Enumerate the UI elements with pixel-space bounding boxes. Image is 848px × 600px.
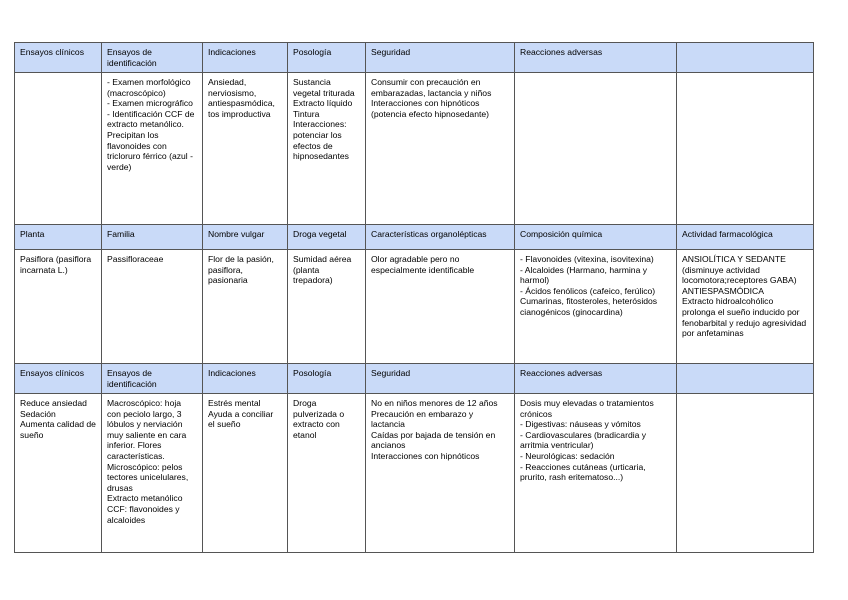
cell-posologia — [288, 394, 366, 553]
cell-reacciones-adversas — [515, 73, 677, 225]
cell-line: - Digestivas: náuseas y vómitos — [520, 419, 641, 430]
cell-line: Interacciones con hipnóticos (potencia efecto hipnosedante) — [371, 98, 490, 119]
data-row-4 — [15, 394, 814, 553]
header-cell: Ensayos clínicos — [15, 43, 102, 73]
cell-line: Passifloraceae — [107, 254, 164, 264]
cell-ensayos-identificacion — [102, 394, 203, 553]
cell-line: - Alcaloides (Harmano, harmina y harmol) — [520, 264, 648, 286]
cell-line: ANTIESPASMÓDICA — [682, 285, 764, 296]
cell-line: Olor agradable pero no especialmente identificable — [371, 254, 475, 275]
cell-line: Sedación — [20, 408, 56, 419]
cell-line: Dosis muy elevadas o tratamientos crónicos — [520, 398, 654, 419]
cell-line: Microscópico: pelos tectores unicelulares, drusas — [107, 461, 189, 493]
header-cell: Indicaciones — [203, 364, 288, 394]
cell-nombre-vulgar — [203, 250, 288, 364]
header-cell: Actividad farmacológica — [677, 225, 814, 250]
cell-line: Sumidad aérea (planta trepadora) — [293, 254, 352, 286]
cell-line: No en niños menores de 12 años — [371, 398, 498, 408]
header-cell: Ensayos de identificación — [102, 43, 203, 73]
cell-seguridad — [366, 73, 515, 225]
cell-line: - Examen morfológico (macroscópico) — [107, 77, 191, 98]
header-cell: Droga vegetal — [288, 225, 366, 250]
cell-line: Estrés mental — [208, 398, 261, 408]
header-cell: Posología — [288, 364, 366, 394]
cell-extra — [677, 394, 814, 553]
cell-seguridad — [366, 394, 515, 553]
header-cell-empty — [677, 43, 814, 73]
cell-line: - Flavonoides (vitexina, isovitexina) — [520, 254, 654, 264]
cell-line: - Neurológicas: sedación — [520, 450, 615, 461]
cell-line: Consumir con precaución en embarazadas, lactancia y niños — [371, 77, 492, 98]
data-row-2 — [15, 250, 814, 364]
cell-line: Caídas por bajada de tensión en ancianos — [371, 429, 496, 451]
cell-line: Ansiedad, nerviosismo, antiespasmódica, tos improductiva — [208, 77, 275, 119]
cell-planta — [15, 250, 102, 364]
pasiflora-monograph-table — [14, 42, 814, 553]
cell-line: Extracto hidroalcohólico prolonga el sueño inducido por fenobarbital y redujo agresividad por anfetaminas — [682, 296, 807, 339]
header-row-3 — [15, 364, 814, 394]
cell-line: - Reacciones cutáneas (urticaria, prurito, rash eritematoso...) — [520, 461, 646, 483]
cell-line: Precaución en embarazo y lactancia — [371, 408, 474, 430]
header-cell: Familia — [102, 225, 203, 250]
cell-ensayos-clinicos — [15, 394, 102, 553]
cell-posologia — [288, 73, 366, 225]
cell-line: Interacciones con hipnóticos — [371, 450, 480, 461]
cell-line: Aumenta calidad de sueño — [20, 419, 96, 440]
cell-line: ANSIOLÍTICA Y SEDANTE (disminuye actividad locomotora;receptores GABA) — [682, 254, 797, 286]
cell-droga-vegetal — [288, 250, 366, 364]
cell-line: Extracto líquido — [293, 98, 353, 109]
cell-composicion — [515, 250, 677, 364]
cell-ensayos-clinicos — [15, 73, 102, 225]
header-cell: Planta — [15, 225, 102, 250]
header-cell: Reacciones adversas — [515, 364, 677, 394]
cell-reacciones-adversas — [515, 394, 677, 553]
cell-ensayos-identificacion — [102, 73, 203, 225]
cell-familia — [102, 250, 203, 364]
header-cell: Indicaciones — [203, 43, 288, 73]
cell-line: Interacciones: potenciar los efectos de hipnosedantes — [293, 119, 349, 162]
cell-indicaciones — [203, 73, 288, 225]
header-row-2 — [15, 225, 814, 250]
header-cell-empty — [677, 364, 814, 394]
cell-line: Droga pulverizada o extracto con etanol — [293, 398, 345, 440]
header-cell: Ensayos clínicos — [15, 364, 102, 394]
cell-line: Sustancia vegetal triturada — [293, 77, 355, 98]
cell-line: Extracto metanólico CCF: flavonoides y alcaloides — [107, 493, 183, 525]
cell-line: Cumarinas, fitosteroles, heterósidos cianogénicos (ginocardina) — [520, 296, 658, 317]
cell-line: Ayuda a conciliar el sueño — [208, 408, 274, 430]
cell-line: Pasiflora (pasiflora incarnata L.) — [20, 254, 92, 275]
cell-line: - Ácidos fenólicos (cafeico, ferúlico) — [520, 285, 656, 296]
header-cell: Reacciones adversas — [515, 43, 677, 73]
header-cell: Seguridad — [366, 43, 515, 73]
cell-caracteristicas — [366, 250, 515, 364]
cell-line: - Examen micrográfico — [107, 98, 193, 109]
cell-indicaciones — [203, 394, 288, 553]
cell-line: Reduce ansiedad — [20, 398, 87, 408]
cell-line: Tintura — [293, 108, 320, 119]
cell-line: Flor de la pasión, pasiflora, pasionaria — [208, 254, 274, 286]
cell-line: - Cardiovasculares (bradicardia y arritmia ventricular) — [520, 429, 647, 451]
header-row-1 — [15, 43, 814, 73]
cell-extra — [677, 73, 814, 225]
header-cell: Composición química — [515, 225, 677, 250]
header-cell: Seguridad — [366, 364, 515, 394]
cell-line: Macroscópico: hoja con peciolo largo, 3 lóbulos y nerviación muy saliente en cara inferior. Flores características. — [107, 398, 187, 461]
header-cell: Características organolépticas — [366, 225, 515, 250]
cell-actividad — [677, 250, 814, 364]
data-row-1 — [15, 73, 814, 225]
header-cell: Posología — [288, 43, 366, 73]
header-cell: Ensayos de identificación — [102, 364, 203, 394]
cell-line: - Identificación CCF de extracto metanólico. Precipitan los flavonoides con tricloruro férrico (azul - verde) — [107, 108, 195, 172]
header-cell: Nombre vulgar — [203, 225, 288, 250]
